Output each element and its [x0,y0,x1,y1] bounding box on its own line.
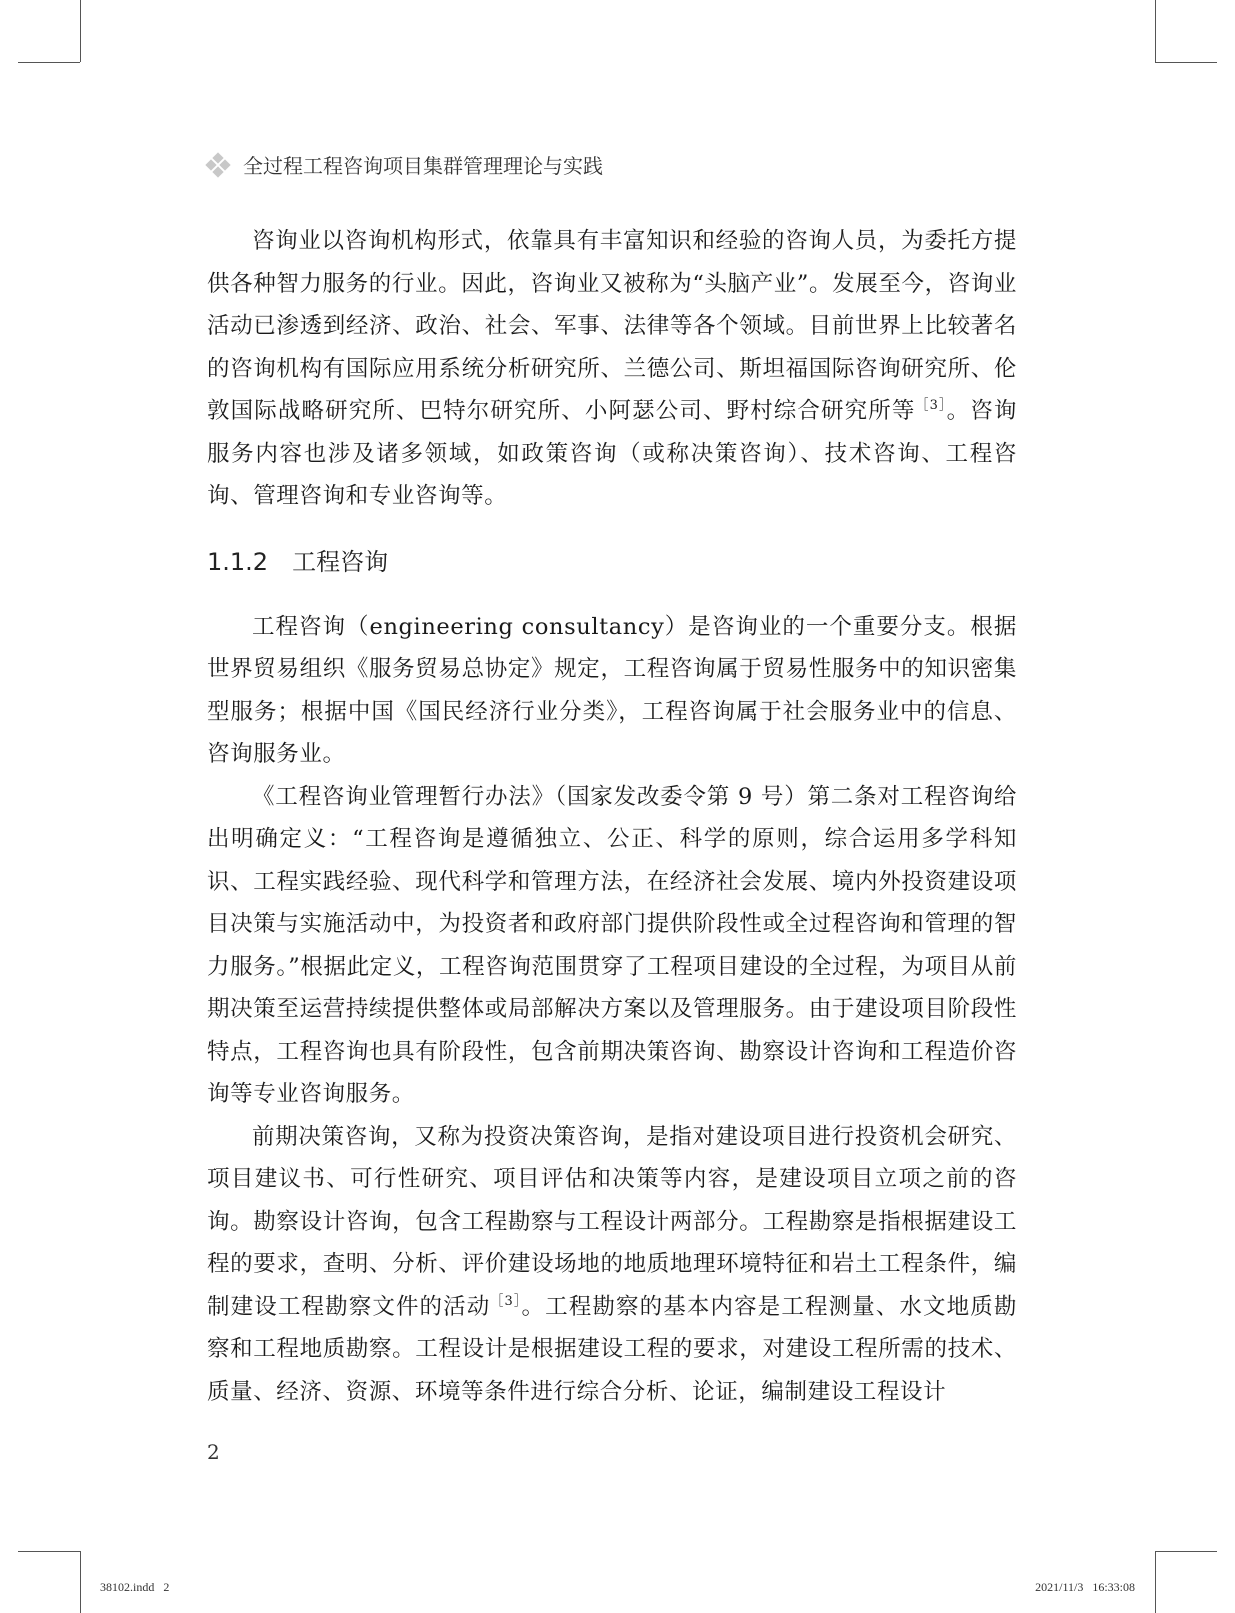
crop-mark [1155,0,1156,62]
paragraphs-before [207,220,1017,518]
crop-mark [80,1551,81,1613]
page-number: 2 [207,1440,220,1464]
crop-mark [1155,62,1217,63]
paragraph [207,606,1017,776]
paragraph-text: 咨询业以咨询机构形式，依靠具有丰富知识和经验的咨询人员，为委托方提供各种智力服务的行业。因此，咨询业又被称为“头脑产业”。发展至今，咨询业活动已渗透到经济、政治、社会、军事、法律等各个领域。目前世界上比较著名的咨询机构有国际应用系统分析研究所、兰德公司、斯坦福国际咨询研究所、伦敦国际战略研究所、巴特尔研究所、小阿瑟公司、野村综合研究所等 [207,228,1017,424]
paragraph [207,220,1017,518]
section-number: 1.1.2 [207,547,269,576]
crop-mark [80,0,81,62]
paragraph-text: 。工程勘察的基本内容是工程测量、水文地质勘察和工程地质勘察。工程设计是根据建设工程的要求，对建设工程所需的技术、质量、经济、资源、环境等条件进行综合分析、论证，编制建设工程设计 [207,1293,1017,1405]
citation-ref: ［3］ [490,1293,522,1309]
paragraph-text: 《工程咨询业管理暂行办法》（国家发改委令第 9 号）第二条对工程咨询给出明确定义：“工程咨询是遵循独立、公正、科学的原则，综合运用多学科知识、工程实践经验、现代科学和管理方法，在经济社会发展、境内外投资建设项目决策与实施活动中，为投资者和政府部门提供阶段性或全过程咨询和管理的智力服务。”根据此定义，工程咨询范围贯穿了工程项目建设的全过程，为项目从前期决策至运营持续提供整体或局部解决方案以及管理服务。由于建设项目阶段性特点，工程咨询也具有阶段性，包含前期决策咨询、勘察设计咨询和工程造价咨询等专业咨询服务。 [207,783,1017,1107]
section-heading [207,540,1017,584]
section-title: 工程咨询 [292,547,389,576]
diamond-ornament-icon [207,154,229,176]
crop-mark [18,1551,80,1552]
paragraph-text: 工程咨询（engineering consultancy）是咨询业的一个重要分支。根据世界贸易组织《服务贸易总协定》规定，工程咨询属于贸易性服务中的知识密集型服务；根据中国《国民经济行业分类》，工程咨询属于社会服务业中的信息、咨询服务业。 [207,613,1017,767]
slug-timestamp: 2021/11/3 16:33:08 [1035,1580,1135,1594]
slug-filename: 38102.indd 2 [100,1580,170,1594]
paragraph [207,1116,1017,1414]
book-title: 全过程工程咨询项目集群管理理论与实践 [243,154,603,178]
crop-mark [18,62,80,63]
paragraph-text: 。咨询服务内容也涉及诸多领域，如政策咨询（或称决策咨询）、技术咨询、工程咨询、管理咨询和专业咨询等。 [207,398,1017,509]
body-text [207,220,1017,1413]
crop-mark [1155,1551,1217,1552]
running-header [207,150,603,179]
crop-mark [1155,1551,1156,1613]
paragraph [207,776,1017,1116]
citation-ref: ［3］ [915,397,947,413]
paragraph-text: 前期决策咨询，又称为投资决策咨询，是指对建设项目进行投资机会研究、项目建议书、可行性研究、项目评估和决策等内容，是建设项目立项之前的咨询。勘察设计咨询，包含工程勘察与工程设计两部分。工程勘察是指根据建设工程的要求，查明、分析、评价建设场地的地质地理环境特征和岩土工程条件，编制建设工程勘察文件的活动 [207,1123,1017,1320]
paragraphs-after [207,606,1017,1414]
